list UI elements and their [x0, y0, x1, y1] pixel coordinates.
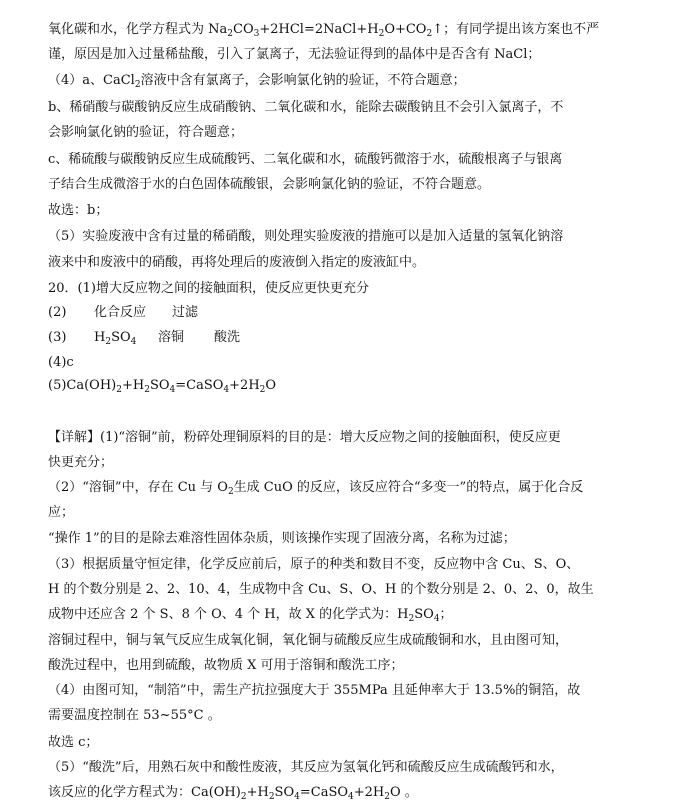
answer-formula: [94, 330, 136, 346]
text-span: ↑；有同学提出该方案也不严: [432, 22, 600, 37]
text-span: 【详解】(1)“溶铜”前，粉碎处理铜原料的目的是：增大反应物之间的接触面积，使反应更: [48, 430, 561, 445]
answer-number: (3): [48, 330, 67, 345]
subscript: 4: [169, 385, 176, 395]
subscript: 3: [253, 29, 260, 39]
text-span: 成物中还应含 2 个 S、8 个 O、4 个 H，故 X 的化学式为：H: [48, 607, 409, 622]
text-span: （5）实验废液中含有过量的稀硝酸，则处理实验废液的措施可以是加入适量的氢氧化钠溶: [48, 229, 564, 244]
text-line-27: [48, 708, 648, 724]
text-span: SO: [414, 607, 434, 622]
text-span: SO: [274, 785, 295, 800]
text-span: 故选 c；: [48, 735, 99, 750]
text-span: （2）“溶铜”中，存在 Cu 与 O: [48, 480, 228, 495]
text-line-23: [48, 607, 648, 623]
text-line-28: [48, 735, 648, 751]
text-span: +2H: [229, 378, 260, 393]
subscript: 2: [408, 614, 415, 624]
text-line-4: [48, 100, 648, 116]
text-span: H 的个数分别是 2、2、10、4，生成物中含 Cu、S、O、H 的个数分别是 2、0、2、0，故生: [48, 582, 594, 597]
answer-value: 溶铜: [158, 330, 185, 345]
text-span: CO: [233, 22, 254, 37]
subscript: 2: [378, 29, 385, 39]
text-span: “操作 1”的目的是除去难溶性固体杂质，则该操作实现了固液分离，名称为过滤；: [48, 531, 516, 546]
answer-3-row: [48, 330, 648, 346]
text-line-19: [48, 505, 648, 521]
subscript: 4: [130, 337, 137, 347]
text-span: （3）根据质量守恒定律，化学反应前后，原子的种类和数目不变，反应物中含 Cu、S、O、: [48, 557, 580, 572]
text-span: 故选：b；: [48, 203, 109, 218]
text-span: SO: [111, 330, 131, 345]
text-line-7: [48, 177, 648, 193]
subscript: 4: [433, 614, 440, 624]
text-span: +2H: [353, 785, 385, 800]
text-span: 溶液中含有氯离子，会影响氯化钠的验证，不符合题意；: [140, 73, 466, 88]
text-line-25: [48, 658, 648, 674]
text-span: 氧化碳和水，化学方程式为 Na: [48, 22, 228, 37]
answer-value: 过滤: [172, 305, 199, 320]
text-span: ；: [439, 607, 453, 622]
text-span: (4)c: [48, 355, 74, 370]
text-line-22: [48, 582, 648, 598]
subscript: 2: [144, 385, 150, 395]
text-span: c、稀硫酸与碳酸钠反应生成硫酸钙、二氧化碳和水，硫酸钙微溶于水，硫酸根离子与银离: [48, 152, 563, 167]
text-line-9: [48, 229, 648, 245]
subscript: 4: [294, 792, 300, 802]
text-line-11: [48, 281, 648, 297]
text-span: (5)Ca(OH): [48, 378, 117, 393]
text-span: =CaSO: [175, 378, 224, 393]
text-span: 会影响氯化钠的验证，符合题意；: [48, 125, 244, 140]
subscript: 2: [268, 792, 275, 802]
text-span: 酸洗过程中，也用到硫酸，故物质 X 可用于溶铜和酸洗工序；: [48, 658, 404, 673]
text-span: 液来中和废液中的硝酸，再将处理后的废液倒入指定的废液缸中。: [48, 255, 426, 270]
subscript: 2: [227, 29, 233, 39]
text-span: O 。: [390, 785, 418, 800]
text-line-16: [48, 430, 648, 446]
text-span: O: [265, 378, 277, 393]
subscript: 2: [105, 337, 112, 347]
text-span: （5）“酸洗”后，用熟石灰中和酸性废液，其反应为氢氧化钙和硫酸反应生成硫酸钙和水，: [48, 760, 564, 775]
text-span: 谨，原因是加入过量稀盐酸，引入了氯离子，无法验证得到的晶体中是否含有 NaCl；: [48, 47, 541, 62]
text-line-18: [48, 480, 648, 496]
text-span: （4）a、CaCl: [48, 73, 135, 88]
text-line-2: [48, 47, 648, 63]
text-span: O+CO: [384, 22, 427, 37]
text-span: 生成 CuO 的反应，该反应符合“多变一”的特点，属于化合反: [233, 480, 584, 495]
text-line-30: [48, 785, 648, 801]
text-line-26: [48, 683, 648, 699]
text-span: H: [94, 330, 106, 345]
text-span: SO: [149, 378, 170, 393]
text-span: 子结合生成微溶于水的白色固体硫酸银，会影响氯化钠的验证，不符合题意。: [48, 177, 491, 192]
answer-4-row: [48, 355, 648, 371]
text-span: +2HCl=2NaCl+H: [259, 22, 379, 37]
text-line-24: [48, 633, 648, 649]
text-line-29: [48, 760, 648, 776]
answer-value: 酸洗: [214, 330, 241, 345]
text-line-8: [48, 203, 648, 219]
answer-2-row: [48, 305, 648, 321]
subscript: 2: [426, 29, 433, 39]
text-span: 20．(1)增大反应物之间的接触面积，使反应更快更充分: [48, 281, 369, 296]
text-span: =CaSO: [299, 785, 349, 800]
text-span: 需要温度控制在 53~55°C 。: [48, 708, 221, 723]
subscript: 4: [223, 385, 230, 395]
text-span: 该反应的化学方程式为：Ca(OH): [48, 785, 241, 800]
subscript: 2: [134, 80, 141, 90]
answer-value: 化合反应: [94, 305, 147, 320]
text-line-6: [48, 152, 648, 168]
subscript: 4: [348, 792, 354, 802]
text-span: +H: [121, 378, 145, 393]
text-span: +H: [246, 785, 269, 800]
text-line-21: [48, 557, 648, 573]
text-line-17: [48, 455, 648, 471]
subscript: 2: [116, 385, 122, 395]
text-span: b、稀硝酸与碳酸钠反应生成硝酸钠、二氧化碳和水，能除去碳酸钠且不会引入氯离子，不: [48, 100, 564, 115]
text-span: （4）由图可知，“制箔”中，需生产抗拉强度大于 355MPa 且延伸率大于 13.5%的铜箔，故: [48, 683, 581, 698]
text-line-10: [48, 255, 648, 271]
text-line-1: [48, 22, 648, 38]
text-span: 应；: [48, 505, 75, 520]
text-line-5: [48, 125, 648, 141]
text-span: 溶铜过程中，铜与氧气反应生成氧化铜，氧化铜与硫酸反应生成硫酸铜和水，且由图可知，: [48, 633, 569, 648]
text-line-20: [48, 531, 648, 547]
subscript: 2: [227, 487, 234, 497]
subscript: 2: [259, 385, 266, 395]
text-line-3: [48, 73, 648, 89]
text-span: 快更充分；: [48, 455, 114, 470]
answer-5-row: [48, 378, 648, 394]
subscript: 2: [384, 792, 390, 802]
subscript: 2: [240, 792, 247, 802]
answer-number: (2): [48, 305, 67, 320]
